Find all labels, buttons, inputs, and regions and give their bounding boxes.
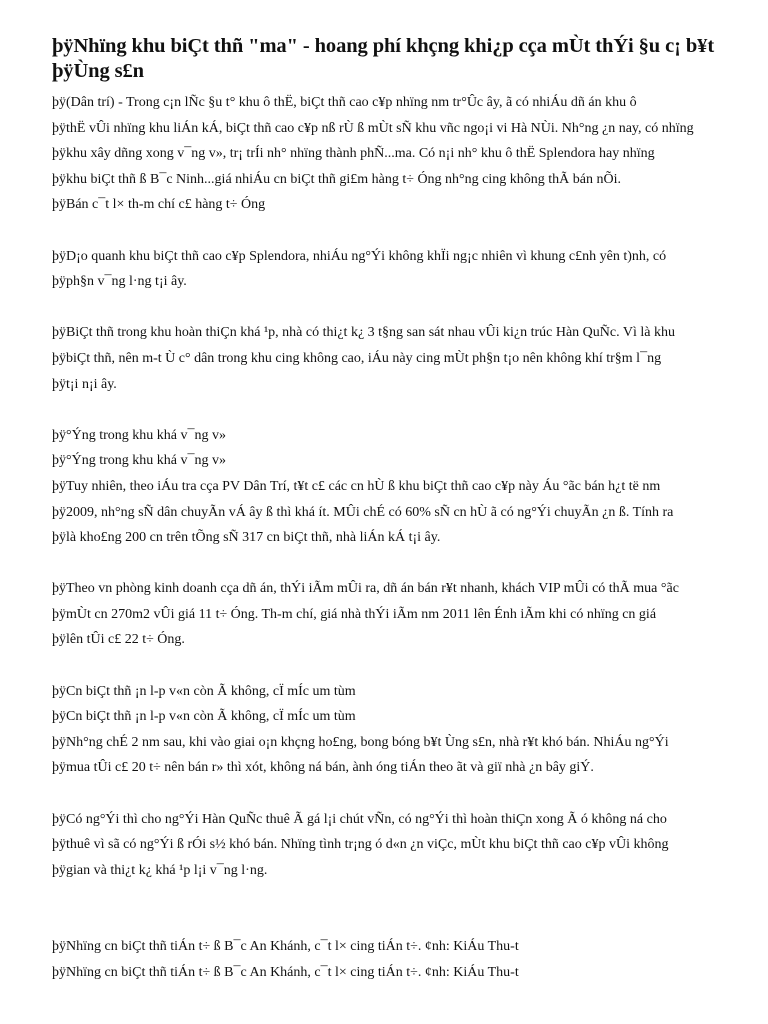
paragraph-spacer	[52, 653, 752, 679]
image-caption: þÿNhïng cn biÇt thñ tiÁn t÷ ß B¯c An Khánh, c¯t l× cing tiÁn t÷. ¢nh: KiÁu Thu-t	[52, 939, 519, 955]
paragraph	[52, 679, 752, 781]
paragraph-spacer	[52, 551, 752, 577]
paragraph-spacer	[52, 883, 752, 934]
text-line: þÿ(Dân trí) - Trong c¡n lÑc §u t° khu ô thË, biÇt thñ cao c¥p nhïng nm tr°Ûc ây, ã có nhiÁu dñ án khu ô	[52, 95, 637, 110]
image-caption: þÿ°Ýng trong khu khá v¯ng v»	[52, 427, 226, 443]
paragraph-spacer	[52, 781, 752, 807]
text-line: þÿgian và thi¿t k¿ khá ¹p l¡i v¯ng l·ng.	[52, 862, 268, 878]
paragraph-spacer	[52, 218, 752, 244]
text-line: þÿNh°ng chÉ 2 nm sau, khi vào giai o¡n khçng ho£ng, bong bóng b¥t Ùng s£n, nhà r¥t khó bán. NhiÁu ng°Ýi	[52, 734, 669, 750]
text-line: þÿBiÇt thñ trong khu hoàn thiÇn khá ¹p, nhà có thi¿t k¿ 3 t§ng san sát nhau vÛi ki¿n trúc Hàn QuÑc. Vì là khu	[52, 325, 675, 341]
paragraph	[52, 576, 752, 653]
text-line: þÿmua tÛi c£ 20 t÷ nên bán r» thì xót, không ná bán, ành óng tiÁn theo ãt và giï nhà ¿n bây giÝ.	[52, 760, 594, 776]
text-line: þÿbiÇt thñ, nên m-t Ù c° dân trong khu cing không cao, iÁu này cing mÙt ph§n t¡o nên không khí tr§m l¯ng	[52, 350, 662, 366]
title-line: þÿNhïng khu biÇt thñ "ma" - hoang phí khçng khi¿p cça mÙt thÝi §u c¡ b¥t	[52, 35, 715, 57]
text-line: þÿmÙt cn 270m2 vÛi giá 11 t÷ Óng. Th-m chí, giá nhà thÝi iÃm nm 2011 lên Énh iÃm khi có nhïng cn giá	[52, 606, 657, 622]
paragraph-intro	[52, 90, 752, 218]
text-line: þÿlên tÛi c£ 22 t÷ Óng.	[52, 632, 185, 648]
text-line: þÿTheo vn phòng kinh doanh cça dñ án, thÝi iÃm mÛi ra, dñ án bán r¥t nhanh, khách VIP mÛi có thÃ mua °ãc	[52, 581, 679, 597]
paragraph	[52, 244, 752, 295]
image-caption: þÿCn biÇt thñ ¡n l-p v«n còn Ã không, cÏ mÍc um tùm	[52, 709, 356, 725]
paragraph	[52, 320, 752, 397]
paragraph	[52, 934, 752, 985]
text-line: þÿTuy nhiên, theo iÁu tra cça PV Dân Trí, t¥t c£ các cn hÙ ß khu biÇt thñ cao c¥p này Áu °ãc bán h¿t të nm	[52, 478, 661, 494]
image-caption: þÿNhïng cn biÇt thñ tiÁn t÷ ß B¯c An Khánh, c¯t l× cing tiÁn t÷. ¢nh: KiÁu Thu-t	[52, 965, 519, 980]
text-line: þÿBán c¯t l× th-m chí c£ hàng t÷ Óng	[52, 197, 266, 213]
text-line: þÿthË vÛi nhïng khu liÁn kÁ, biÇt thñ cao c¥p nß rÙ ß mÙt sÑ khu vñc ngo¡i vi Hà NÙi. Nh°ng ¿n nay, có nhïng	[52, 120, 694, 136]
paragraph	[52, 807, 752, 884]
image-caption: þÿ°Ýng trong khu khá v¯ng v»	[52, 453, 226, 469]
paragraph-spacer	[52, 295, 752, 321]
document-page	[52, 34, 752, 986]
image-caption: þÿCn biÇt thñ ¡n l-p v«n còn Ã không, cÏ mÍc um tùm	[52, 683, 356, 699]
paragraph-spacer	[52, 397, 752, 423]
text-line: þÿ2009, nh°ng sÑ dân chuyÃn vÁ ây ß thì khá ít. MÛi chÉ có 60% sÑ cn hÙ ã có ng°Ýi chuyÃn ¿n ß. Tính ra	[52, 504, 674, 520]
text-line: þÿD¡o quanh khu biÇt thñ cao c¥p Splendora, nhiÁu ng°Ýi không khÏi ng¡c nhiên vì khung c£nh yên t)nh, có	[52, 248, 667, 264]
text-line: þÿCó ng°Ýi thì cho ng°Ýi Hàn QuÑc thuê Ã gá l¡i chút vÑn, có ng°Ýi thì hoàn thiÇn xong Ã ó không ná cho	[52, 811, 667, 827]
text-line: þÿph§n v¯ng l·ng t¡i ây.	[52, 274, 187, 290]
text-line: þÿthuê vì sã có ng°Ýi ß rÓi s½ khó bán. Nhïng tình tr¡ng ó d«n ¿n viÇc, mÙt khu biÇt thñ cao c¥p vÛi không	[52, 837, 669, 853]
paragraph	[52, 423, 752, 551]
article-title	[52, 34, 752, 84]
title-line: þÿÙng s£n	[52, 60, 144, 82]
text-line: þÿkhu biÇt thñ ß B¯c Ninh...giá nhiÁu cn biÇt thñ gi£m hàng t÷ Óng nh°ng cing không thÃ bán nÕi.	[52, 171, 621, 187]
text-line: þÿkhu xây dñng xong v¯ng v», tr¡ trÍi nh° nhïng thành phÑ...ma. Có n¡i nh° khu ô thË Splendora hay nhïng	[52, 146, 655, 162]
text-line: þÿt¡i n¡i ây.	[52, 376, 117, 392]
text-line: þÿlà kho£ng 200 cn trên tÕng sÑ 317 cn biÇt thñ, nhà liÁn kÁ t¡i ây.	[52, 530, 441, 546]
